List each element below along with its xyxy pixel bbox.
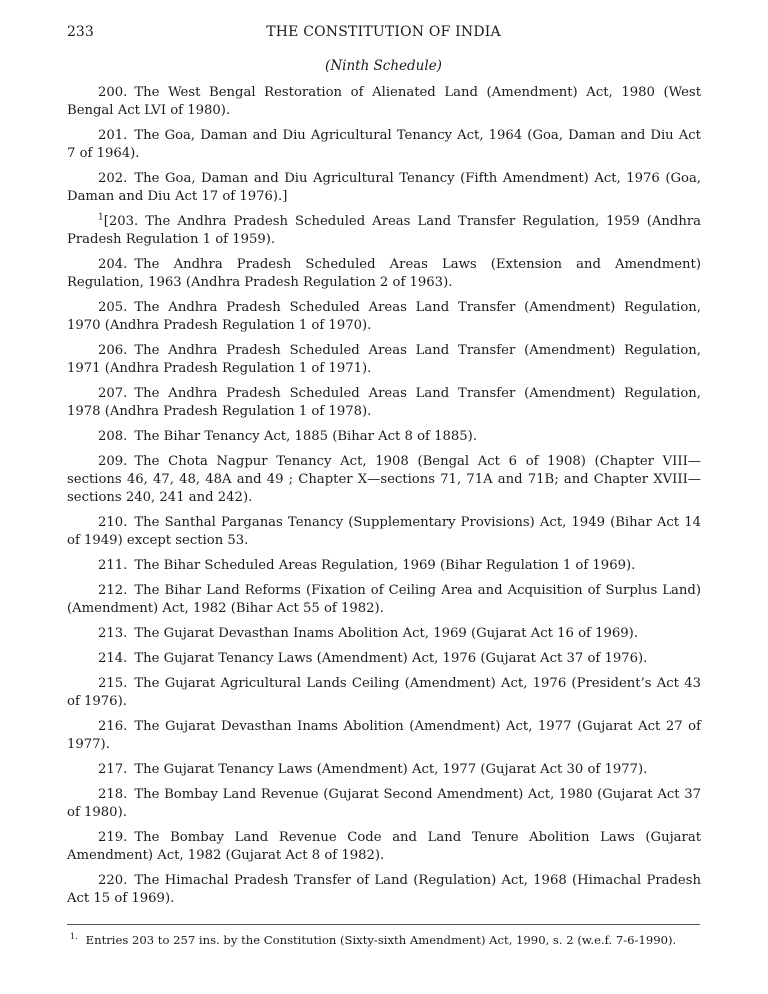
entry-text: The Andhra Pradesh Scheduled Areas Land Transfer Regulation, 1959 (Andhra Pradesh Regulation 1 of 1959). xyxy=(67,214,701,247)
entry-number: 215. xyxy=(98,676,128,691)
list-item xyxy=(67,453,701,507)
entry-text: The Gujarat Tenancy Laws (Amendment) Act, 1977 (Gujarat Act 30 of 1977). xyxy=(134,762,648,777)
entry-number: 205. xyxy=(98,300,128,315)
entry-text: The Gujarat Devasthan Inams Abolition Act, 1969 (Gujarat Act 16 of 1969). xyxy=(134,626,639,641)
list-item xyxy=(67,385,701,421)
list-item xyxy=(67,557,701,575)
entry-text: The Andhra Pradesh Scheduled Areas Laws (Extension and Amendment) Regulation, 1963 (Andhra Pradesh Regulation 2 of 1963). xyxy=(67,257,701,290)
entry-text: The Bombay Land Revenue Code and Land Tenure Abolition Laws (Gujarat Amendment) Act, 1982 (Gujarat Act 8 of 1982). xyxy=(67,830,701,863)
page-header xyxy=(67,24,700,46)
entry-number: 202. xyxy=(98,171,128,186)
schedule-subtitle: (Ninth Schedule) xyxy=(325,58,442,74)
entry-text: The Santhal Parganas Tenancy (Supplementary Provisions) Act, 1949 (Bihar Act 14 of 1949) except section 53. xyxy=(67,515,701,548)
entry-text: The Bihar Land Reforms (Fixation of Ceiling Area and Acquisition of Surplus Land) (Amendment) Act, 1982 (Bihar Act 55 of 1982). xyxy=(67,583,701,616)
entry-text: The Bombay Land Revenue (Gujarat Second Amendment) Act, 1980 (Gujarat Act 37 of 1980). xyxy=(67,787,701,820)
list-item xyxy=(67,650,701,668)
list-item xyxy=(67,829,701,865)
entry-text: The West Bengal Restoration of Alienated Land (Amendment) Act, 1980 (West Bengal Act LVI of 1980). xyxy=(67,85,701,118)
list-item xyxy=(67,213,701,249)
entry-number: 218. xyxy=(98,787,128,802)
entry-text: The Andhra Pradesh Scheduled Areas Land Transfer (Amendment) Regulation, 1971 (Andhra Pradesh Regulation 1 of 1971). xyxy=(67,343,701,376)
list-item xyxy=(67,342,701,378)
entry-number: 201. xyxy=(98,128,128,143)
entry-number: 212. xyxy=(98,583,128,598)
list-item xyxy=(67,299,701,335)
entry-number: 213. xyxy=(98,626,128,641)
footnote-number: 1. xyxy=(70,932,78,941)
entry-number: [203. xyxy=(103,214,139,229)
footnote-marker: 1 xyxy=(98,212,104,223)
footnote xyxy=(70,932,700,947)
entry-text: The Chota Nagpur Tenancy Act, 1908 (Bengal Act 6 of 1908) (Chapter VIII— sections 46, 47, 48, 48A and 49 ; Chapter X—sections 71, 71A and 71B; and Chapter XVIII— sections 240, 241 and 242). xyxy=(67,454,701,505)
list-item xyxy=(67,582,701,618)
entry-text: The Gujarat Devasthan Inams Abolition (Amendment) Act, 1977 (Gujarat Act 27 of 1977). xyxy=(67,719,701,752)
entry-text: The Andhra Pradesh Scheduled Areas Land Transfer (Amendment) Regulation, 1970 (Andhra Pradesh Regulation 1 of 1970). xyxy=(67,300,701,333)
entry-number: 206. xyxy=(98,343,128,358)
list-item xyxy=(67,761,701,779)
entry-number: 208. xyxy=(98,429,128,444)
footnote-divider xyxy=(67,924,700,925)
entry-number: 214. xyxy=(98,651,128,666)
list-item xyxy=(67,170,701,206)
entry-text: The Andhra Pradesh Scheduled Areas Land Transfer (Amendment) Regulation, 1978 (Andhra Pradesh Regulation 1 of 1978). xyxy=(67,386,701,419)
entry-text: The Himachal Pradesh Transfer of Land (Regulation) Act, 1968 (Himachal Pradesh Act 15 of 1969). xyxy=(67,873,701,906)
footnote-text: Entries 203 to 257 ins. by the Constitution (Sixty-sixth Amendment) Act, 1990, s. 2 (w.e.f. 7-6-1990). xyxy=(85,932,677,947)
entry-number: 211. xyxy=(98,558,128,573)
entry-number: 220. xyxy=(98,873,128,888)
entry-text: The Bihar Scheduled Areas Regulation, 1969 (Bihar Regulation 1 of 1969). xyxy=(134,558,636,573)
list-item xyxy=(67,127,701,163)
running-title: THE CONSTITUTION OF INDIA xyxy=(266,24,501,40)
entry-text: The Goa, Daman and Diu Agricultural Tenancy (Fifth Amendment) Act, 1976 (Goa, Daman and Diu Act 17 of 1976).] xyxy=(67,171,701,204)
list-item xyxy=(67,786,701,822)
list-item xyxy=(67,675,701,711)
entry-text: The Goa, Daman and Diu Agricultural Tenancy Act, 1964 (Goa, Daman and Diu Act 7 of 1964). xyxy=(67,128,701,161)
entry-text: The Bihar Tenancy Act, 1885 (Bihar Act 8 of 1885). xyxy=(134,429,478,444)
entry-number: 210. xyxy=(98,515,128,530)
entry-text: The Gujarat Tenancy Laws (Amendment) Act, 1976 (Gujarat Act 37 of 1976). xyxy=(134,651,648,666)
entry-list xyxy=(67,84,701,915)
entry-number: 216. xyxy=(98,719,128,734)
entry-number: 217. xyxy=(98,762,128,777)
entry-text: The Gujarat Agricultural Lands Ceiling (Amendment) Act, 1976 (President’s Act 43 of 1976). xyxy=(67,676,701,709)
list-item xyxy=(67,84,701,120)
entry-number: 204. xyxy=(98,257,128,272)
entry-number: 207. xyxy=(98,386,128,401)
list-item xyxy=(67,718,701,754)
entry-number: 200. xyxy=(98,85,128,100)
list-item xyxy=(67,872,701,908)
list-item xyxy=(67,625,701,643)
list-item xyxy=(67,514,701,550)
list-item xyxy=(67,428,701,446)
entry-number: 209. xyxy=(98,454,128,469)
page-number: 233 xyxy=(67,24,94,40)
list-item xyxy=(67,256,701,292)
entry-number: 219. xyxy=(98,830,128,845)
